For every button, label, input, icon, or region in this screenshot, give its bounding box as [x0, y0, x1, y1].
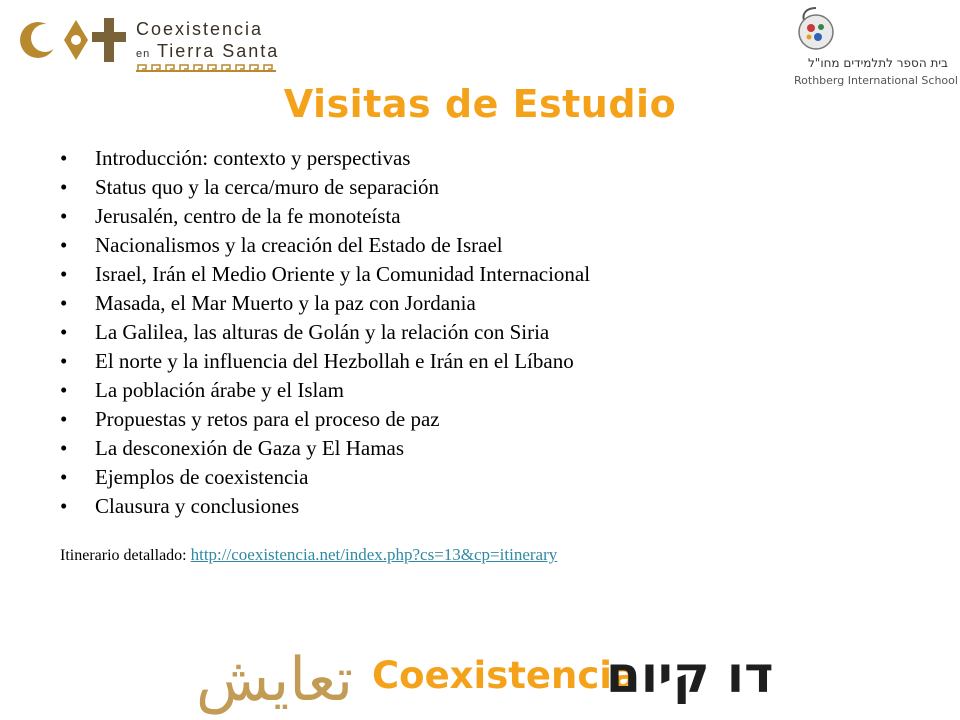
- bullet: •: [60, 494, 68, 518]
- school-name-english: Rothberg International School: [794, 74, 958, 87]
- topic-text: Masada, el Mar Muerto y la paz con Jordania: [95, 291, 476, 315]
- school-emblem-icon: [794, 6, 838, 52]
- topic-text: La Galilea, las alturas de Golán y la relación con Siria: [95, 320, 550, 344]
- coexistencia-logo: [18, 8, 280, 72]
- list-item: [60, 202, 920, 231]
- list-item: [60, 434, 920, 463]
- logo-wordmark: [136, 18, 279, 65]
- topic-text: Propuestas y retos para el proceso de paz: [95, 407, 440, 431]
- footer-hebrew-word: דו קיום: [606, 646, 774, 704]
- list-item: [60, 492, 920, 521]
- bullet: •: [60, 175, 68, 199]
- rothberg-school-logo: [786, 6, 956, 90]
- topics-list: [60, 144, 920, 521]
- topic-text: Israel, Irán el Medio Oriente y la Comunidad Internacional: [95, 262, 591, 286]
- bullet: •: [60, 436, 68, 460]
- footer-spanish-word: Coexistencia: [372, 654, 637, 697]
- religious-symbols-icon: [18, 12, 130, 68]
- list-item: [60, 144, 920, 173]
- topic-text: Nacionalismos y la creación del Estado de Israel: [95, 233, 503, 257]
- list-item: [60, 260, 920, 289]
- topic-text: Introducción: contexto y perspectivas: [95, 146, 411, 170]
- footer-wordmarks: [0, 640, 960, 720]
- topic-text: Status quo y la cerca/muro de separación: [95, 175, 440, 199]
- list-item: [60, 463, 920, 492]
- topic-text: Jerusalén, centro de la fe monoteísta: [95, 204, 401, 228]
- bullet: •: [60, 262, 68, 286]
- bullet: •: [60, 320, 68, 344]
- bullet: •: [60, 233, 68, 257]
- bullet: •: [60, 378, 68, 402]
- itinerary-link[interactable]: http://coexistencia.net/index.php?cs=13&cp=itinerary: [190, 545, 558, 564]
- logo-line2-prefix: en: [136, 48, 151, 60]
- greek-key-border-icon: [136, 62, 276, 72]
- itinerary-line: [60, 545, 557, 565]
- bullet: •: [60, 291, 68, 315]
- list-item: [60, 231, 920, 260]
- bullet: •: [60, 465, 68, 489]
- bullet: •: [60, 349, 68, 373]
- page-title: Visitas de Estudio: [283, 82, 677, 126]
- list-item: [60, 173, 920, 202]
- topic-text: Clausura y conclusiones: [95, 494, 300, 518]
- footer-arabic-word: تعايش: [196, 645, 354, 715]
- topic-text: La desconexión de Gaza y El Hamas: [95, 436, 405, 460]
- bullet: •: [60, 407, 68, 431]
- list-item: [60, 318, 920, 347]
- topic-text: Ejemplos de coexistencia: [95, 465, 309, 489]
- list-item: [60, 405, 920, 434]
- list-item: [60, 376, 920, 405]
- school-name-hebrew: בית הספר לתלמידים מחו"ל: [807, 56, 948, 70]
- bullet: •: [60, 204, 68, 228]
- itinerary-label: Itinerario detallado:: [60, 547, 191, 564]
- logo-line1: Coexistencia: [136, 19, 264, 39]
- list-item: [60, 289, 920, 318]
- bullet: •: [60, 146, 68, 170]
- topic-text: El norte y la influencia del Hezbollah e Irán en el Líbano: [95, 349, 574, 373]
- logo-line2-main: Tierra Santa: [156, 41, 280, 61]
- topic-text: La población árabe y el Islam: [95, 378, 344, 402]
- list-item: [60, 347, 920, 376]
